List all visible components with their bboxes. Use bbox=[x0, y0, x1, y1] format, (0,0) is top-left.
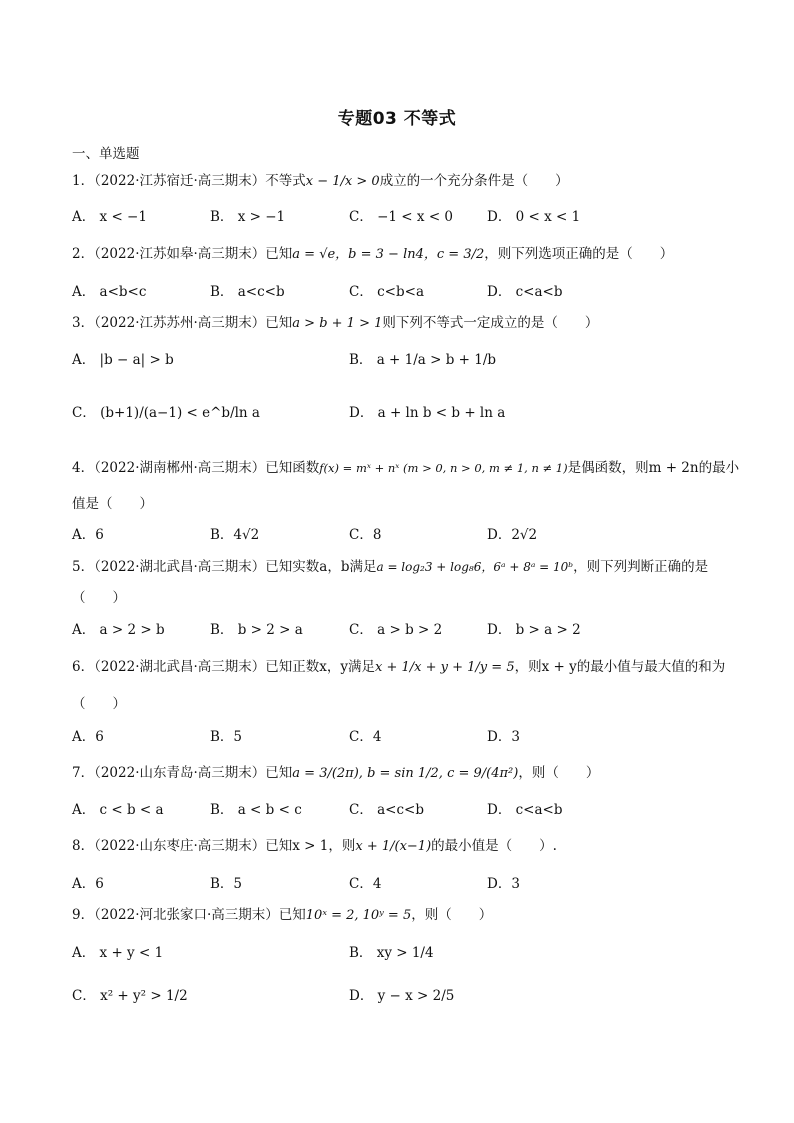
question-1 bbox=[72, 171, 569, 192]
question-7-stem-post: ，则（ ） bbox=[518, 765, 600, 781]
question-7-math: a = 3/(2π), b = sin 1/2, c = 9/(4π²) bbox=[292, 766, 519, 781]
question-9-stem-post: ，则（ ） bbox=[411, 907, 493, 923]
question-7-option-b[interactable]: B． a < b < c bbox=[210, 802, 302, 818]
question-7-option-d[interactable]: D． c<a<b bbox=[487, 802, 563, 818]
section-heading: 一、单选题 bbox=[72, 146, 140, 162]
question-3 bbox=[72, 313, 598, 334]
question-6-stem-pre: 6．（2022·湖北武昌·高三期末）已知正数x，y满足 bbox=[72, 659, 376, 675]
question-8-option-b[interactable]: B．5 bbox=[210, 876, 243, 892]
question-8-option-a[interactable]: A．6 bbox=[72, 876, 104, 892]
question-2-option-c[interactable]: C． c<b<a bbox=[349, 284, 424, 300]
question-3-stem-post: 则下列不等式一定成立的是（ ） bbox=[382, 315, 599, 331]
question-4-stem-pre: 4．（2022·湖南郴州·高三期末）已知函数 bbox=[72, 460, 320, 476]
question-8-option-c[interactable]: C．4 bbox=[349, 876, 382, 892]
question-6-option-a[interactable]: A．6 bbox=[72, 729, 104, 745]
question-1-stem-pre: 1．（2022·江苏宿迁·高三期末）不等式 bbox=[72, 173, 306, 189]
question-8-stem-post: 的最小值是（ ）. bbox=[431, 838, 557, 854]
question-7 bbox=[72, 763, 599, 784]
question-3-option-d[interactable]: D． a + ln b < b + ln a bbox=[349, 405, 506, 421]
question-3-option-c[interactable]: C． (b+1)/(a−1) < e^b/ln a bbox=[72, 405, 260, 421]
question-4-line2: 值是（ ） bbox=[72, 496, 153, 512]
question-8-math: x + 1/(x−1) bbox=[355, 839, 432, 854]
question-2-stem-pre: 2．（2022·江苏如皋·高三期末）已知 bbox=[72, 246, 293, 262]
question-8-stem-pre: 8．（2022·山东枣庄·高三期末）已知x > 1，则 bbox=[72, 838, 356, 854]
question-4-option-b[interactable]: B．4√2 bbox=[210, 527, 260, 543]
question-9-option-b[interactable]: B． xy > 1/4 bbox=[349, 945, 434, 961]
question-6-option-b[interactable]: B．5 bbox=[210, 729, 243, 745]
question-9-option-d[interactable]: D． y − x > 2/5 bbox=[349, 988, 455, 1004]
question-9 bbox=[72, 905, 492, 926]
question-4-option-d[interactable]: D．2√2 bbox=[487, 527, 538, 543]
question-4-math: f(x) = mˣ + nˣ (m > 0, n > 0, m ≠ 1, n ≠ 1) bbox=[319, 461, 568, 475]
question-7-option-c[interactable]: C． a<c<b bbox=[349, 802, 424, 818]
question-5-option-a[interactable]: A． a > 2 > b bbox=[72, 622, 165, 638]
question-4-stem-post: 是偶函数，则m + 2n的最小 bbox=[567, 460, 740, 476]
question-5-line2: （ ） bbox=[72, 590, 126, 606]
question-1-math: x − 1/x > 0 bbox=[305, 174, 380, 189]
question-6-option-c[interactable]: C．4 bbox=[349, 729, 382, 745]
question-6-stem-post: ，则x + y的最小值与最大值的和为 bbox=[514, 659, 726, 675]
question-2-option-d[interactable]: D． c<a<b bbox=[487, 284, 563, 300]
question-2-stem-post: ，则下列选项正确的是（ ） bbox=[484, 246, 674, 262]
question-4-option-c[interactable]: C．8 bbox=[349, 527, 382, 543]
question-2-option-a[interactable]: A． a<b<c bbox=[72, 284, 147, 300]
question-5-math: a = log₂3 + log₈6，6ᵃ + 8ᵃ = 10ᵇ bbox=[376, 560, 574, 574]
question-9-math: 10ˣ = 2, 10ʸ = 5 bbox=[305, 908, 412, 923]
question-6-option-d[interactable]: D．3 bbox=[487, 729, 520, 745]
question-9-option-c[interactable]: C． x² + y² > 1/2 bbox=[72, 988, 188, 1004]
question-3-stem-pre: 3．（2022·江苏苏州·高三期末）已知 bbox=[72, 315, 293, 331]
question-3-option-a[interactable]: A． |b − a| > b bbox=[72, 352, 174, 368]
question-8 bbox=[72, 836, 557, 857]
question-4 bbox=[72, 458, 739, 478]
question-1-option-c[interactable]: C． −1 < x < 0 bbox=[349, 209, 454, 225]
question-8-option-d[interactable]: D．3 bbox=[487, 876, 520, 892]
question-3-option-b[interactable]: B． a + 1/a > b + 1/b bbox=[349, 352, 497, 368]
question-5-option-d[interactable]: D． b > a > 2 bbox=[487, 622, 581, 638]
question-9-option-a[interactable]: A． x + y < 1 bbox=[72, 945, 164, 961]
question-7-option-a[interactable]: A． c < b < a bbox=[72, 802, 164, 818]
question-1-option-d[interactable]: D． 0 < x < 1 bbox=[487, 209, 581, 225]
question-6-line2: （ ） bbox=[72, 696, 126, 712]
question-1-stem-post: 成立的一个充分条件是（ ） bbox=[379, 173, 569, 189]
question-1-option-b[interactable]: B． x > −1 bbox=[210, 209, 286, 225]
question-6 bbox=[72, 657, 725, 678]
question-2-math: a = √e，b = 3 − ln4，c = 3/2 bbox=[292, 247, 485, 262]
question-2 bbox=[72, 244, 673, 265]
question-1-option-a[interactable]: A． x < −1 bbox=[72, 209, 147, 225]
question-7-stem-pre: 7．（2022·山东青岛·高三期末）已知 bbox=[72, 765, 293, 781]
question-5-stem-post: ，则下列判断正确的是 bbox=[573, 559, 709, 575]
question-9-stem-pre: 9．（2022·河北张家口·高三期末）已知 bbox=[72, 907, 306, 923]
question-6-math: x + 1/x + y + 1/y = 5 bbox=[375, 660, 515, 675]
question-2-option-b[interactable]: B． a<c<b bbox=[210, 284, 285, 300]
question-4-option-a[interactable]: A．6 bbox=[72, 527, 104, 543]
question-5-option-b[interactable]: B． b > 2 > a bbox=[210, 622, 303, 638]
page-title: 专题03 不等式 bbox=[337, 109, 457, 129]
question-5-stem-pre: 5．（2022·湖北武昌·高三期末）已知实数a，b满足 bbox=[72, 559, 377, 575]
question-5 bbox=[72, 557, 708, 577]
question-5-option-c[interactable]: C． a > b > 2 bbox=[349, 622, 443, 638]
question-3-math: a > b + 1 > 1 bbox=[292, 316, 383, 331]
